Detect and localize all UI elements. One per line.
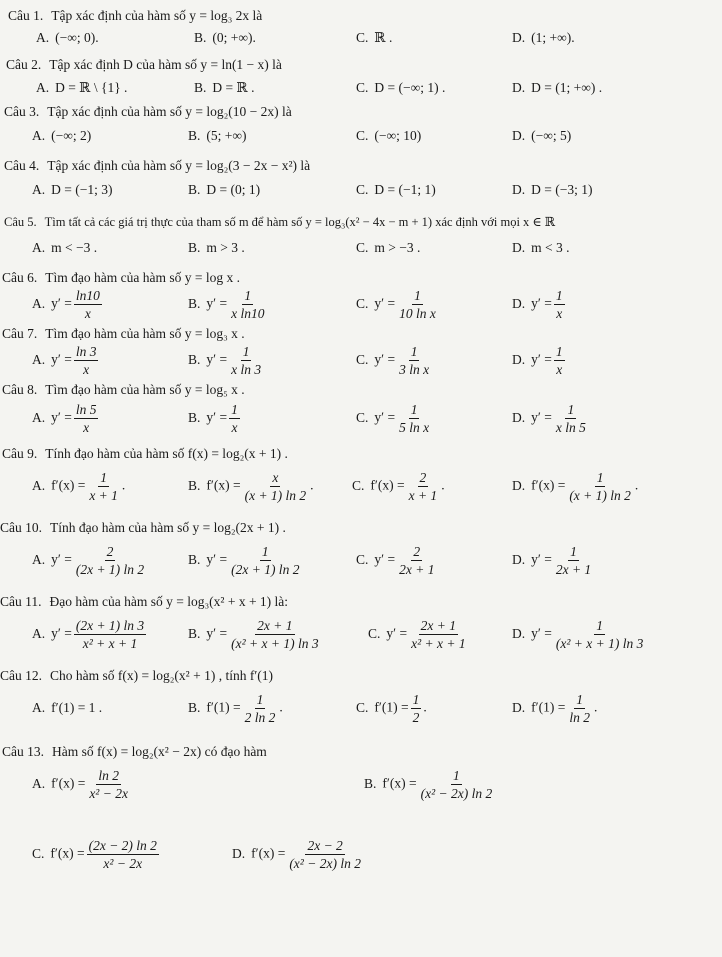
option-a: A. f′(x) = $\frac{1}{x + 1}$ . — [32, 470, 126, 503]
question-label: Câu 2. — [6, 57, 42, 72]
option-b: B. (0; +∞). — [194, 30, 256, 45]
question-12 — [0, 668, 273, 684]
question-text: Tính đạo hàm của hàm số y = log₂(2x + 1) . — [50, 520, 286, 535]
option-b: B. f′(x) = $\frac{1}{\text{(x² − 2x) ln 2}}$ — [364, 768, 493, 801]
option-d: D. f′(x) = $\frac{1}{(x + 1) \ln 2}$ . — [512, 470, 639, 503]
question-6 — [2, 270, 240, 286]
option-c: C. D = (−∞; 1) . — [356, 80, 446, 95]
option-c: C. y′ = $\frac{2x + 1}{\text{x² + x + 1}}$ — [368, 618, 466, 651]
option-c: C. y′ = $\frac{1}{\text{10 ln x}}$ — [356, 288, 436, 321]
option-c: C. f′(1) = $\frac{1}{2}$ . — [356, 692, 427, 725]
option-b: B. y′ = $\frac{1}{(2x + 1) \ln 2}$ — [188, 544, 300, 577]
option-a: A. D = ℝ \ {1} . — [36, 80, 128, 95]
option-d: D. y′ = $\frac{1}{x}$ — [512, 344, 563, 377]
option-b: B. f′(1) = $\frac{1}{2 \ln 2}$ . — [188, 692, 283, 725]
question-text: Tập xác định của hàm số y = log₂(3 − 2x − x²) là — [47, 158, 311, 173]
question-label: Câu 7. — [2, 326, 38, 341]
question-7 — [2, 326, 245, 342]
option-d: D. f′(1) = $\frac{1}{\ln 2}$ . — [512, 692, 598, 725]
question-text: Tìm đạo hàm của hàm số y = log₃ x . — [45, 326, 245, 341]
question-label: Câu 9. — [2, 446, 38, 461]
option-a: A. y′ = $\frac{\ln 10}{x}$ — [32, 288, 100, 321]
question-text: Tìm đạo hàm của hàm số y = log x . — [45, 270, 240, 285]
option-a: A. y′ = $\frac{2}{(2x + 1) \ln 2}$ — [32, 544, 145, 577]
option-d: D. y′ = $\frac{1}{2x + 1}$ — [512, 544, 592, 577]
option-d: D. f′(x) = $\frac{2x - 2}{\text{(x² − 2x) ln 2}}$ — [232, 838, 361, 871]
option-d: D. y′ = $\frac{1}{x}$ — [512, 288, 563, 321]
question-label: Câu 1. — [8, 8, 44, 23]
question-10 — [0, 520, 286, 536]
question-label: Câu 4. — [4, 158, 40, 173]
option-d: D. (1; +∞). — [512, 30, 575, 45]
question-text: Cho hàm số f(x) = log₂(x² + 1) , tính f′(1) — [50, 668, 274, 683]
option-d: D. m < 3 . — [512, 240, 570, 255]
question-text: Tập xác định của hàm số y = log₃ 2x là — [51, 8, 263, 23]
option-d: D. y′ = $\frac{1}{\text{x ln 5}}$ — [512, 402, 586, 435]
option-a: A. (−∞; 0). — [36, 30, 99, 45]
option-a: A. (−∞; 2) — [32, 128, 92, 143]
question-1 — [8, 8, 262, 24]
option-b: B. y′ = $\frac{2x + 1}{\text{(x² + x + 1) ln 3}}$ — [188, 618, 319, 651]
question-text: Tập xác định D của hàm số y = ln(1 − x) là — [49, 57, 282, 72]
question-9 — [2, 446, 288, 462]
option-c: C. f′(x) = $\frac{(2x - 2) \ln 2}{\text{x² − 2x}}$ — [32, 838, 157, 871]
option-a: A. f′(1) = 1 . — [32, 700, 103, 715]
option-a: A. y′ = $\frac{(2x + 1) \ln 3}{\text{x² + x + 1}}$ — [32, 618, 145, 651]
option-a: A. y′ = $\frac{\ln 5}{x}$ — [32, 402, 97, 435]
option-a: A. D = (−1; 3) — [32, 182, 113, 197]
option-c: C. y′ = $\frac{1}{\text{5 ln x}}$ — [356, 402, 430, 435]
question-label: Câu 13. — [2, 744, 44, 759]
option-b: B. f′(x) = $\frac{x}{(x + 1) \ln 2}$ . — [188, 470, 314, 503]
question-text: Tập xác định của hàm số y = log₂(10 − 2x) là — [47, 104, 292, 119]
option-b: B. y′ = $\frac{1}{x}$ — [188, 402, 238, 435]
option-b: B. D = (0; 1) — [188, 182, 261, 197]
question-5 — [4, 214, 555, 230]
option-c: C. ℝ . — [356, 30, 393, 45]
question-4 — [4, 158, 310, 174]
question-11 — [0, 594, 288, 610]
option-c: C. f′(x) = $\frac{2}{x + 1}$ . — [352, 470, 445, 503]
option-b: B. (5; +∞) — [188, 128, 247, 143]
question-13 — [2, 744, 267, 760]
option-a: A. f′(x) = $\frac{\ln 2}{\text{x² − 2x}}$ — [32, 768, 128, 801]
option-a: A. y′ = $\frac{\ln 3}{x}$ — [32, 344, 97, 377]
question-text: Đạo hàm của hàm số y = log₃(x² + x + 1) là: — [49, 594, 289, 609]
option-b: B. D = ℝ . — [194, 80, 255, 95]
option-c: C. y′ = $\frac{1}{\text{3 ln x}}$ — [356, 344, 430, 377]
option-b: B. y′ = $\frac{1}{\text{x ln 3}}$ — [188, 344, 262, 377]
question-3 — [4, 104, 292, 120]
question-8 — [2, 382, 245, 398]
option-b: B. m > 3 . — [188, 240, 245, 255]
option-b: B. y′ = $\frac{1}{\text{x ln10}}$ — [188, 288, 265, 321]
question-text: Tính đạo hàm của hàm số f(x) = log₂(x + 1) . — [45, 446, 288, 461]
question-2 — [6, 57, 282, 73]
question-label: Câu 6. — [2, 270, 38, 285]
option-d: D. y′ = $\frac{1}{\text{(x² + x + 1) ln 3}}$ — [512, 618, 644, 651]
option-c: C. m > −3 . — [356, 240, 421, 255]
question-text: Tìm đạo hàm của hàm số y = log₅ x . — [45, 382, 245, 397]
option-d: D. (−∞; 5) — [512, 128, 572, 143]
option-a: A. m < −3 . — [32, 240, 98, 255]
question-label: Câu 3. — [4, 104, 40, 119]
question-label: Câu 12. — [0, 668, 42, 683]
question-text: Tìm tất cả các giá trị thực của tham số m để hàm số y = log₃(x² − 4x − m + 1) xác định với mọi x ∈ ℝ — [44, 215, 556, 229]
question-text: Hàm số f(x) = log₂(x² − 2x) có đạo hàm — [52, 744, 267, 759]
question-label: Câu 5. — [4, 215, 37, 229]
option-c: C. D = (−1; 1) — [356, 182, 436, 197]
option-d: D. D = (−3; 1) — [512, 182, 593, 197]
option-c: C. (−∞; 10) — [356, 128, 422, 143]
option-c: C. y′ = $\frac{2}{2x + 1}$ — [356, 544, 435, 577]
option-d: D. D = (1; +∞) . — [512, 80, 603, 95]
question-label: Câu 10. — [0, 520, 42, 535]
question-label: Câu 11. — [0, 594, 42, 609]
question-label: Câu 8. — [2, 382, 38, 397]
